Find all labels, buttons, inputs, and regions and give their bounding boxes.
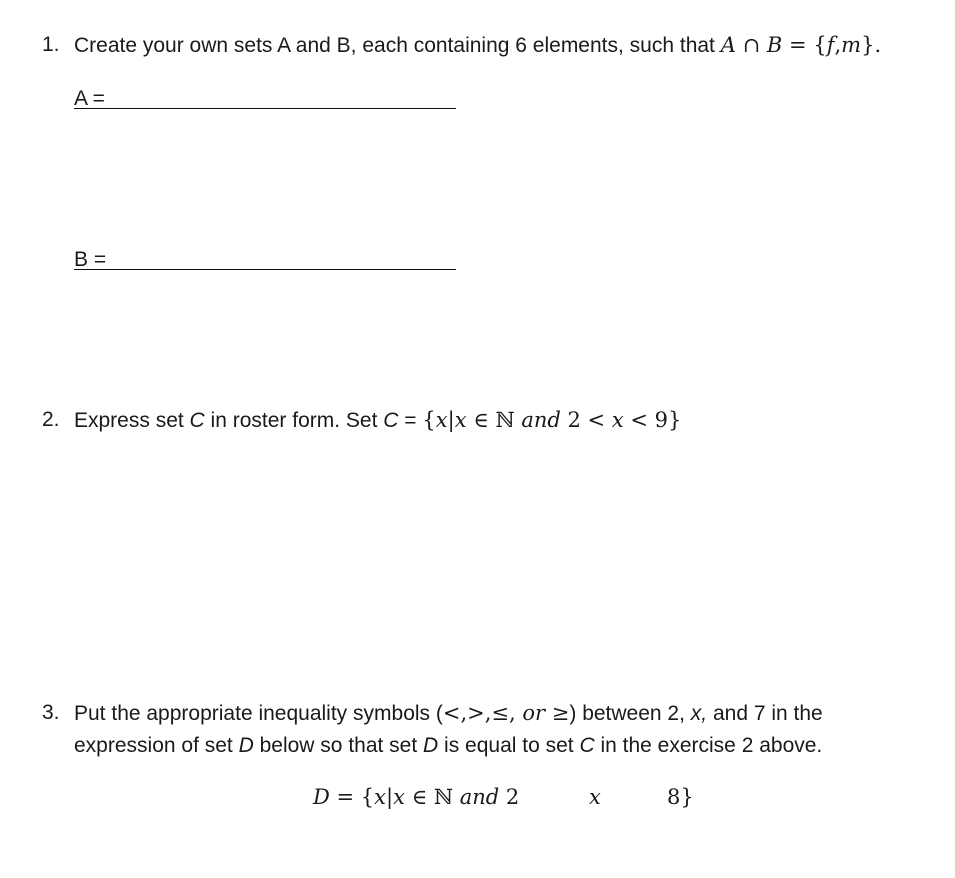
question-2-text: Express set C in roster form. Set C = {x|x ∈ ℕ and 2 < x < 9} [74,408,682,432]
question-2-number: 2. [42,408,60,431]
set-d-expression-left: D = {x|x ∈ ℕ and 2 [313,785,520,809]
question-3-line-2: expression of set D below so that set D is equal to set C in the exercise 2 above. [74,734,823,757]
answer-a-line[interactable] [74,108,456,109]
answer-b-label: B = [74,248,107,271]
blank-slot-2[interactable] [610,785,660,811]
question-2-math: {x|x ∈ ℕ and 2 < x < 9} [422,408,682,432]
question-3-line-1: Put the appropriate inequality symbols (<,>,≤, or ≥) between 2, x, and 7 in the [74,701,823,725]
blank-slot-1[interactable] [533,785,581,811]
answer-a-label: A = [74,87,105,110]
inequality-symbols: <,>,≤, or ≥ [442,701,570,725]
question-1-math: A ∩ B = {f,m}. [720,33,882,57]
question-3-number: 3. [42,701,60,724]
question-1-number: 1. [42,33,60,56]
answer-b-line[interactable] [74,269,456,270]
set-d-expression-end: 8} [667,785,694,809]
question-1-prompt: Create your own sets A and B, each containing 6 elements, such that [74,34,721,57]
set-d-variable-x: x [589,785,601,809]
question-1-text [74,33,881,58]
